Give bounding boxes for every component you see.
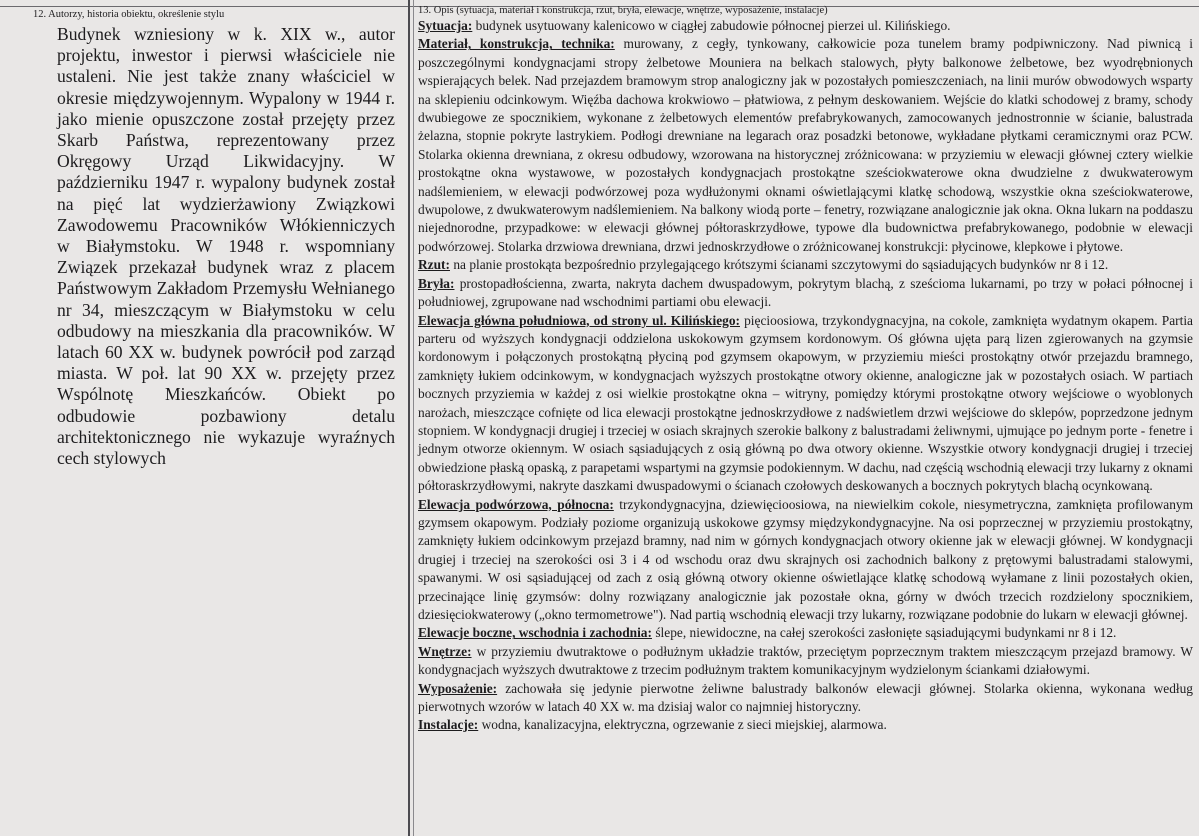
section-text: pięcioosiowa, trzykondygnacyjna, na cokole, zamknięta wydatnym okapem. Partia parteru od wyższych kondygnacji oddzielona uskokowym gzymsem kordonowym. Oś główna ujęta parą lizen zgierowanych na gzymsie kordonowym i połączonych prostokątną płyciną pod gzymsem okapowym, w przyziemiu mieści prostokątny otwór przejazdu bramnego, zamknięty łukiem odcinkowym, w kondygnacjach wyższych prostokątne otwory okienne, analogiczne jak w pozostałych osiach. W partiach bocznych przyziemia w każdej z osi wielkie prostokątne okna – witryny, pomiędzy którymi prostokątne otwory wejściowe o wyoblonych narożach, mieszczące cofnięte od lica elewacji prostokątne jednoskrzydłowe z nadświetlem drzwi wejściowe do sklepów, poprzedzone jednym stopniem. W kondygnacji drugiej i trzeciej w osiach skrajnych szerokie balkony z balustradami żeliwnymi, ujmujące po jednym porte - fenetre i jednym otworze okiennym. W osiach sąsiadujących z osią główną po dwa otwory okienne. Wszystkie otwory kondygnacji drugiej i trzeciej obwiedzione płaską opaską, z parapetami wspartymi na gzymsie podokiennym. W dachu, nad częścią wschodnią elewacji trzy lukarny z oknami półtoraskrzydłowymi, nakryte daszkami dwuspadowymi o ścianach czołowych deskowanych a bocznych pokrytych blachą ocynkowaną. xyxy=(418,312,1193,494)
column-divider xyxy=(408,0,410,836)
history-column xyxy=(33,8,395,469)
description-section xyxy=(418,680,1193,717)
history-caption: 12. Autorzy, historia obiektu, określenie stylu xyxy=(33,9,225,20)
section-label: Materiał, konstrukcja, technika: xyxy=(418,36,615,52)
section-label: Wnętrze: xyxy=(418,643,472,659)
section-text: budynek usytuowany kalenicowo w ciągłej zabudowie północnej pierzei ul. Kilińskiego. xyxy=(472,18,951,33)
description-section xyxy=(418,716,1193,734)
description-section xyxy=(418,256,1193,274)
section-label: Rzut: xyxy=(418,257,450,273)
section-text: zachowała się jedynie pierwotne żeliwne balustrady balkonów elewacji głównej. Stolarka okienna, wykonana według pierwotnych wzorów w latach 40 XX w. ma dzisiaj walor co najmniej historyczny. xyxy=(418,680,1193,715)
section-label: Elewacje boczne, wschodnia i zachodnia: xyxy=(418,625,652,641)
section-text: prostopadłościenna, zwarta, nakryta dachem dwuspadowym, pokrytym blachą, z sześcioma lukarnami, po trzy w połaci północnej i południowej, zgrupowane nad wschodnimi partiami obu elewacji. xyxy=(418,275,1193,310)
description-section xyxy=(418,35,1193,256)
section-text: wodna, kanalizacyjna, elektryczna, ogrzewanie z sieci miejskiej, alarmowa. xyxy=(478,717,887,733)
description-section xyxy=(418,17,1193,35)
description-section xyxy=(418,643,1193,680)
section-text: w przyziemiu dwutraktowe o podłużnym układzie traktów, przeciętym poprzecznym traktem mieszczącym przejazd bramowy. W kondygnacjach wyższych dwutraktowe z trzecim podłużnym traktem komunikacyjnym wydzielonym ściankami działowymi. xyxy=(418,643,1193,678)
description-column xyxy=(418,4,1193,735)
column-divider-inner xyxy=(413,0,414,836)
description-caption: 13. Opis (sytuacja, materiał i konstrukcja, rzut, bryła, elewacje, wnętrze, wyposażenie, instalacje) xyxy=(418,5,828,16)
section-text: trzykondygnacyjna, dziewięcioosiowa, na niewielkim cokole, niesymetryczna, zamknięta profilowanym gzymsem okapowym. Podziały poziome organizują uskokowe gzymsy międzykondygnacyjne. Na osi poprzecznej w przyziemiu prostokątny, zamknięty łukiem odcinkowym przejazd bramny, nad nim w górnych kondygnacjach otwory okienne jak w elewacji głównej. W kondygnacji drugiej i trzeciej na szerokości osi 3 i 4 od wschodu oraz dwu skrajnych osi zachodnich balkony z prętowymi balustradami stalowymi, spawanymi. W osi sąsiadującej od zach z osią główną otwory okienne oświetlające klatkę schodową wyłamane z linii pozostałych okien, przecinające linię gzymsów: dolny rozwiązany analogicznie jak pozostałe okna, górny w dwóch trzecich rozdzielony spocznikiem, dziesięciokwaterowy („okno termometrowe"). Nad partią wschodnią elewacji trzy lukarny, rozwiązane podobnie do lukarn w elewacji głównej. xyxy=(418,496,1194,622)
description-section xyxy=(418,624,1193,642)
section-label: Sytuacja: xyxy=(418,18,473,33)
section-text: na planie prostokąta bezpośrednio przylegającego krótszymi ścianami szczytowymi do sąsiadujących budynków nr 8 i 12. xyxy=(449,257,1109,273)
section-label: Elewacja główna południowa, od strony ul. Kilińskiego: xyxy=(418,312,740,328)
description-section xyxy=(418,496,1193,625)
history-text: Budynek wzniesiony w k. XIX w., autor projektu, inwestor i pierwsi właściciele nie ustaleni. Nie jest także znany właściciel w okresie międzywojennym. Wypalony w 1944 r. jako mienie opuszczone został przejęty przez Skarb Państwa, reprezentowany przez Okręgowy Urząd Likwidacyjny. W październiku 1947 r. wypalony budynek został na pięć lat wydzierżawiony Związkowi Zawodowemu Pracowników Włókienniczych w Białymstoku. W 1948 r. wspomniany Związek przekazał budynek wraz z placem Państwowym Zakładom Przemysłu Wełnianego nr 34, mieszczącym w Białymstoku w celu odbudowy na mieszkania dla pracowników. W latach 60 XX w. budynek powrócił pod zarząd miasta. W poł. lat 90 XX w. przejęty przez Wspólnotę Mieszkańców. Obiekt po odbudowie pozbawiony detalu architektonicznego nie wykazuje wyraźnych cech stylowych xyxy=(57,24,395,469)
section-text: murowany, z cegły, tynkowany, całkowicie poza tunelem bramy podpiwniczony. Nad piwnicą i poszczególnymi kondygnacjami stropy żelbetowe Mouniera na belkach stalowych, płyty balkonowe żelbetowe, bez wyodrębnionych wspierających belek. Nad przejazdem bramowym strop analogiczny jak w pozostałych pomieszczeniach, na linii murów obwodowych wsparty na sklepieniu odcinkowym. Więźba dachowa krokwiowo – płatwiowa, z pełnym deskowaniem. Wejście do klatki schodowej z bramy, schody dwubiegowe ze spocznikiem, wykonane z żelbetowych elementów prefabrykowanych, zamocowanych jednostronnie w ścianie, balustrada żelazna, stopnie pokryte lastrykiem. Podłogi drewniane na legarach oraz posadzki betonowe, wykładane płytkami ceramicznymi oraz PCW. Stolarka okienna drewniana, z okresu odbudowy, wzorowana na historycznej zróżnicowana: w przyziemiu w elewacji głównej cztery wielkie prostokątne okna wystawowe, w pozostałych kondygnacjach prostokątne sześciokwaterowe okna dwudzielne z dwukwaterowym nadślemieniem, w elewacji podwórzowej poza wydłużonymi oknami oświetlającymi klatkę schodową, wszystkie okna sześciokwaterowe, dwupolowe, z dwukwaterowym nadślemieniem. Na balkony wiodą porte – fenetry, rozwiązane analogicznie jak okna. Okna lukarn na poddaszu niejednorodne, przypadkowe: w elewacji głównej półtoraskrzydłowe, typowe dla budownictwa prefabrykowanego, podobnie w elewacji podwórzowej. Stolarka drzwiowa drewniana, drzwi jednoskrzydłowe o zróżnicowanej konstrukcji: płycinowe, klepkowe i płytowe. xyxy=(418,36,1193,254)
section-label: Wyposażenie: xyxy=(418,680,498,696)
section-label: Elewacja podwórzowa, północna: xyxy=(418,496,614,512)
description-section xyxy=(418,312,1193,496)
section-label: Bryła: xyxy=(418,275,455,291)
section-text: ślepe, niewidoczne, na całej szerokości zasłonięte sąsiadującymi budynkami nr 8 i 12. xyxy=(651,625,1117,641)
section-label: Instalacje: xyxy=(418,717,479,733)
description-section xyxy=(418,275,1193,312)
